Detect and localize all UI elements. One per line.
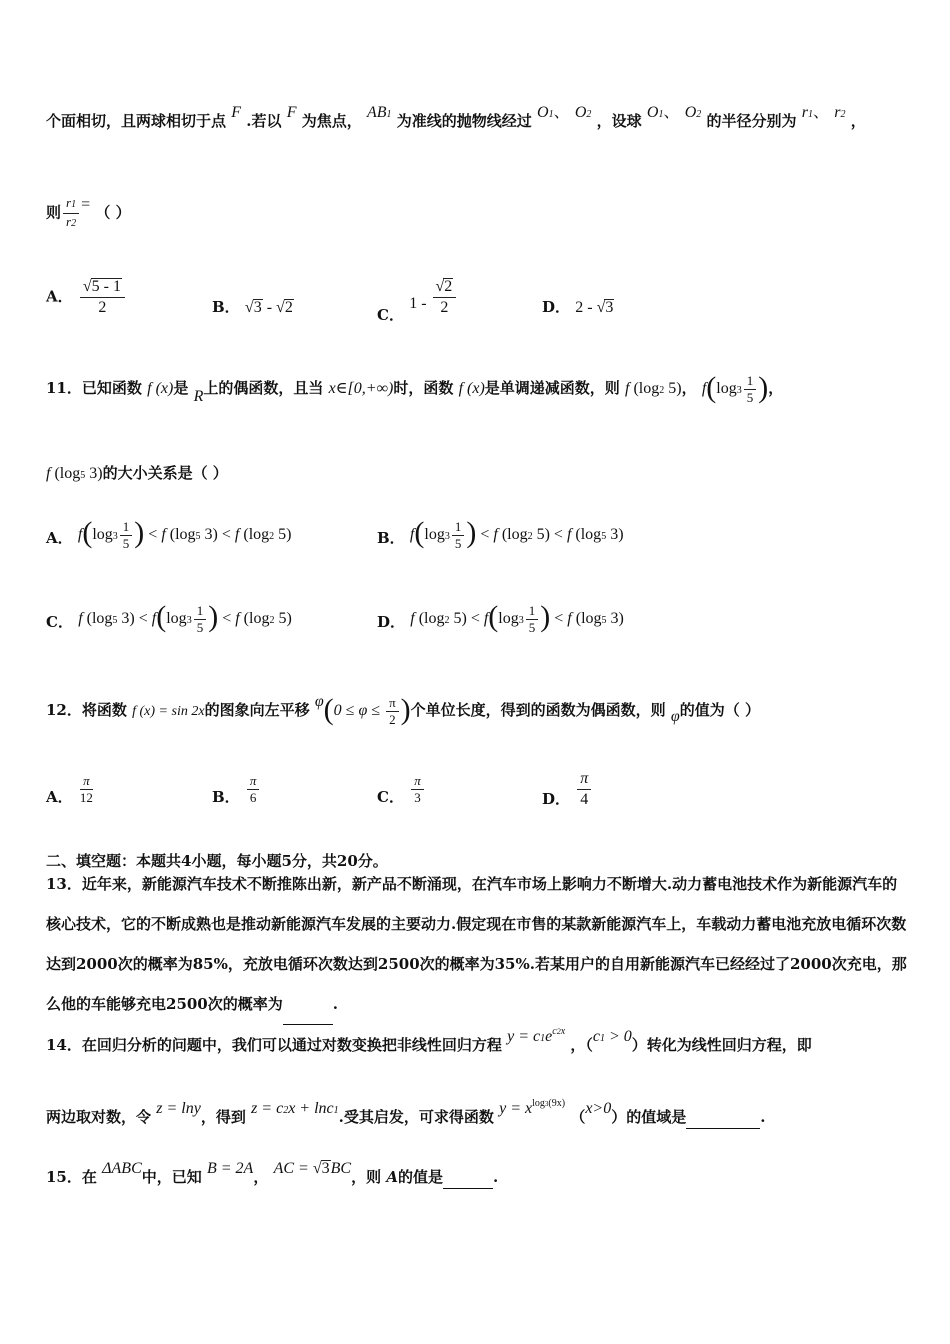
fx2: f (x) — [458, 380, 485, 398]
phi2: φ — [670, 708, 680, 726]
q10-text: 为准线的抛物线经过 — [396, 112, 532, 130]
q10-text: 为焦点， — [301, 112, 362, 130]
point-f: F — [231, 104, 242, 121]
answer-paren: （ ） — [95, 203, 131, 222]
line-ab1: AB1 — [367, 104, 392, 121]
focus-f: F — [286, 104, 297, 121]
sep: 、 — [553, 104, 570, 121]
f-log2-5: f (log2 5) — [625, 380, 682, 398]
o1b: O1 — [646, 104, 664, 121]
o1: O1 — [537, 104, 554, 121]
r2: r2 — [834, 104, 846, 121]
q14-line1: 14．在回归分析的问题中，我们可以通过对数变换把非线性回归方程 $y = c1e^{c2x}$ ，（c1 > 0）转化为线性回归方程，即 — [46, 1026, 812, 1054]
section-fill-in: 二、填空题：本题共4小题，每小题5分，共20分。 — [46, 852, 388, 870]
z-lny: z = lny — [156, 1100, 201, 1117]
q13-blank[interactable] — [283, 984, 333, 1025]
domain-cond: x∈[0,+∞) — [328, 380, 394, 398]
q10-option-c: C． 1 - $\frac{√2}{2}$ — [377, 278, 458, 317]
q11-option-b: B． f(log3 $\frac{1}{5}$ ) < f (log2 5) < f (log5 3) — [377, 516, 624, 551]
q12-line: 12．将函数 f (x) = sin 2x的图象向左平移 φ(0 ≤ φ ≤ $\frac{\pi}{2}$ )个单位长度，得到的函数为偶函数，则 φ的值为（ ） — [46, 692, 761, 727]
q10-line2 — [46, 196, 131, 231]
phi: φ — [314, 693, 324, 711]
linear-eq: z = c2x + lnc1 — [251, 1100, 339, 1117]
x-cond: x>0 — [585, 1100, 612, 1117]
c1-cond: c1 > 0 — [592, 1028, 632, 1045]
q10-option-b: B． √3 - √2 — [212, 298, 293, 316]
q10-option-a: A． $\frac{√5 - 1}{2}$ — [46, 278, 127, 317]
equals: = — [81, 195, 91, 213]
o2: O2 — [574, 104, 592, 121]
f-log5-3: f (log5 3) — [46, 465, 103, 482]
q10-text: 则 — [46, 203, 62, 222]
r-ratio: $\frac{r1}{r2}$ — [63, 196, 79, 231]
frac-a: $\frac{√5 - 1}{2}$ — [80, 278, 125, 317]
func-sin: f (x) = sin 2x — [132, 704, 205, 720]
q10-text: ，设球 — [596, 112, 642, 130]
comma: ， — [850, 112, 866, 130]
q12-option-c: C． $\frac{\pi}{3}$ — [377, 774, 426, 805]
q13-paragraph: 13．近年来，新能源汽车技术不断推陈出新，新产品不断涌现，在汽车市场上影响力不断增大.动力蓄电池技术作为新能源汽车的核心技术，它的不断成熟也是推动新能源汽车发展的主要动力.假定现在市售的某款新能源汽车上，车载动力蓄电池充放电循环次数达到2000次的概率为85%，充放电循环次数达到2500次的概率为35%.若某用户的自用新能源汽车已经经过了2000次充电，那么他的车能够充电2500次的概率为 . — [46, 864, 908, 1025]
q10-text: .若以 — [246, 112, 282, 130]
sep: 、 — [812, 104, 829, 121]
angle-a: A — [386, 1168, 398, 1186]
q14-blank[interactable] — [686, 1106, 760, 1129]
q12-option-b: B． $\frac{\pi}{6}$ — [212, 774, 261, 805]
q14-line2: 两边取对数，令 z = lny，得到 z = c2x + lnc1.受其启发，可求得函数 $y = x^{log3(9x)}$ （x>0）的值域是 . — [46, 1106, 765, 1131]
q11-option-c: C． f (log5 3) < f(log3 $\frac{1}{5}$ ) < f (log2 5) — [46, 600, 292, 635]
triangle-abc: ΔABC — [102, 1160, 142, 1177]
reals: R — [193, 388, 204, 406]
q10-line1 — [46, 104, 866, 135]
sep: 、 — [663, 104, 680, 121]
y-power: $y = x^{log3(9x)}$ — [499, 1098, 566, 1117]
frac-c: $\frac{√2}{2}$ — [433, 278, 457, 317]
f-log3-1-5: f(log3 $\frac{1}{5}$ ) — [701, 370, 769, 405]
q15-blank[interactable] — [443, 1166, 493, 1189]
q10-option-d: D． 2 - √3 — [542, 298, 614, 316]
b-eq-2a: B = 2A — [206, 1160, 254, 1177]
q12-option-d: D． $\frac{\pi}{4}$ — [542, 770, 593, 809]
q11-option-d: D． f (log2 5) < f(log3 $\frac{1}{5}$ ) < f (log5 3) — [377, 600, 624, 635]
r1: r1 — [801, 104, 813, 121]
q15-line: 15．在 ΔABC中，已知 B = 2A， AC = √3BC，则 A的值是 . — [46, 1166, 498, 1189]
q10-text: 个面相切，且两球相切于点 — [46, 112, 227, 130]
eq-exp: $y = c1e^{c2x}$ — [507, 1026, 566, 1045]
q10-text: 的半径分别为 — [706, 112, 797, 130]
q11-line2: f (log5 3)的大小关系是（ ） — [46, 464, 228, 482]
q11-option-a: A． f(log3 $\frac{1}{5}$ ) < f (log5 3) < f (log2 5) — [46, 516, 292, 551]
ac-eq: AC = √3BC — [273, 1160, 352, 1177]
o2b: O2 — [684, 104, 702, 121]
q11-line1: 11．已知函数 f (x)是 R上的偶函数，且当 x∈[0,+∞)时，函数 f (x)是单调递减函数，则 f (log2 5)， f(log3 $\frac{1}{5}$ )， — [46, 370, 784, 406]
fx: f (x) — [147, 380, 174, 398]
q12-option-a: A． $\frac{\pi}{12}$ — [46, 773, 93, 806]
